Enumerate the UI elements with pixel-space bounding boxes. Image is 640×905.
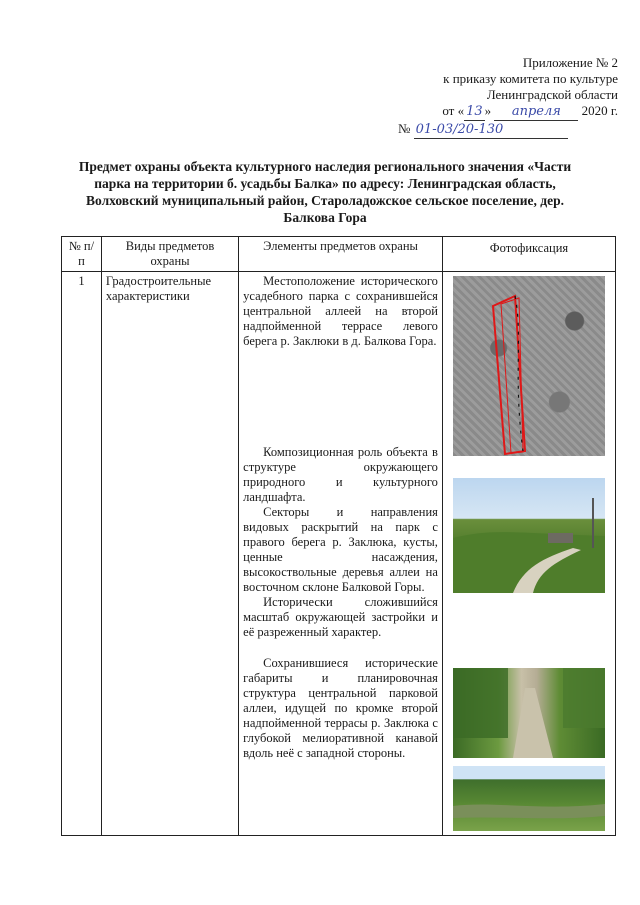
ditch-photo [453, 766, 605, 831]
date-day-handwritten: 13 [466, 104, 483, 119]
element-alley-structure: Сохранившиеся исторические габариты и планировочная структура центральной парковой аллеи, идущей по кромке второй надпойменной террасы р. Заклюка с глубокой мелиоративной канавой вдоль неё с западной стороны. [243, 656, 438, 760]
date-month-handwritten: апреля [494, 104, 578, 121]
element-view-sectors: Секторы и направления видовых раскрытий на парк с правого берега р. Заклюка, кусты, ценные насаждения, высокоствольные деревья аллеи на восточном склоне Балковой Горы. [243, 505, 438, 594]
order-reference: к приказу комитета по культуре [443, 71, 618, 86]
header-photos: Фотофиксация [442, 237, 615, 272]
satellite-photo [453, 276, 605, 456]
row-number: 1 [62, 272, 102, 836]
photo-column [442, 272, 615, 836]
row-elements [239, 272, 443, 836]
row-kind: Градостроительные характеристики [101, 272, 238, 836]
alley-photo [453, 668, 605, 758]
protection-table [61, 236, 616, 836]
order-number-handwritten: 01-03/20-130 [414, 122, 568, 139]
alley-outline [453, 276, 605, 456]
order-number-line: № 01-03/20-130 [398, 121, 618, 139]
table-row [62, 272, 616, 836]
document-title: Предмет охраны объекта культурного наследия регионального значения «Части парка на территории б. усадьбы Балка» по адресу: Ленинградская область, Волховский муниципальный район, Староладожское сельское поселение, дер. Балкова Гора [78, 159, 572, 225]
region-name: Ленинградской области [486, 87, 618, 102]
document-header [358, 55, 618, 139]
header-kind: Виды предметов охраны [101, 237, 238, 272]
element-scale: Исторически сложившийся масштаб окружающей застройки и её разреженный характер. [243, 595, 438, 639]
landscape-photo-view [453, 478, 605, 593]
element-composition: Композиционная роль объекта в структуре окружающего природного и культурного ландшафта. [243, 445, 438, 504]
header-number: № п/п [62, 237, 102, 272]
date-line: от « 13 » апреля 2020 г. [442, 103, 618, 119]
element-location: Местоположение исторического усадебного парка с сохранившейся центральной аллеей на второй надпойменной террасе левого берега р. Заклюки в д. Балкова Гора. [243, 274, 438, 348]
appendix-label: Приложение № 2 [522, 55, 618, 70]
header-elements: Элементы предметов охраны [239, 237, 443, 272]
